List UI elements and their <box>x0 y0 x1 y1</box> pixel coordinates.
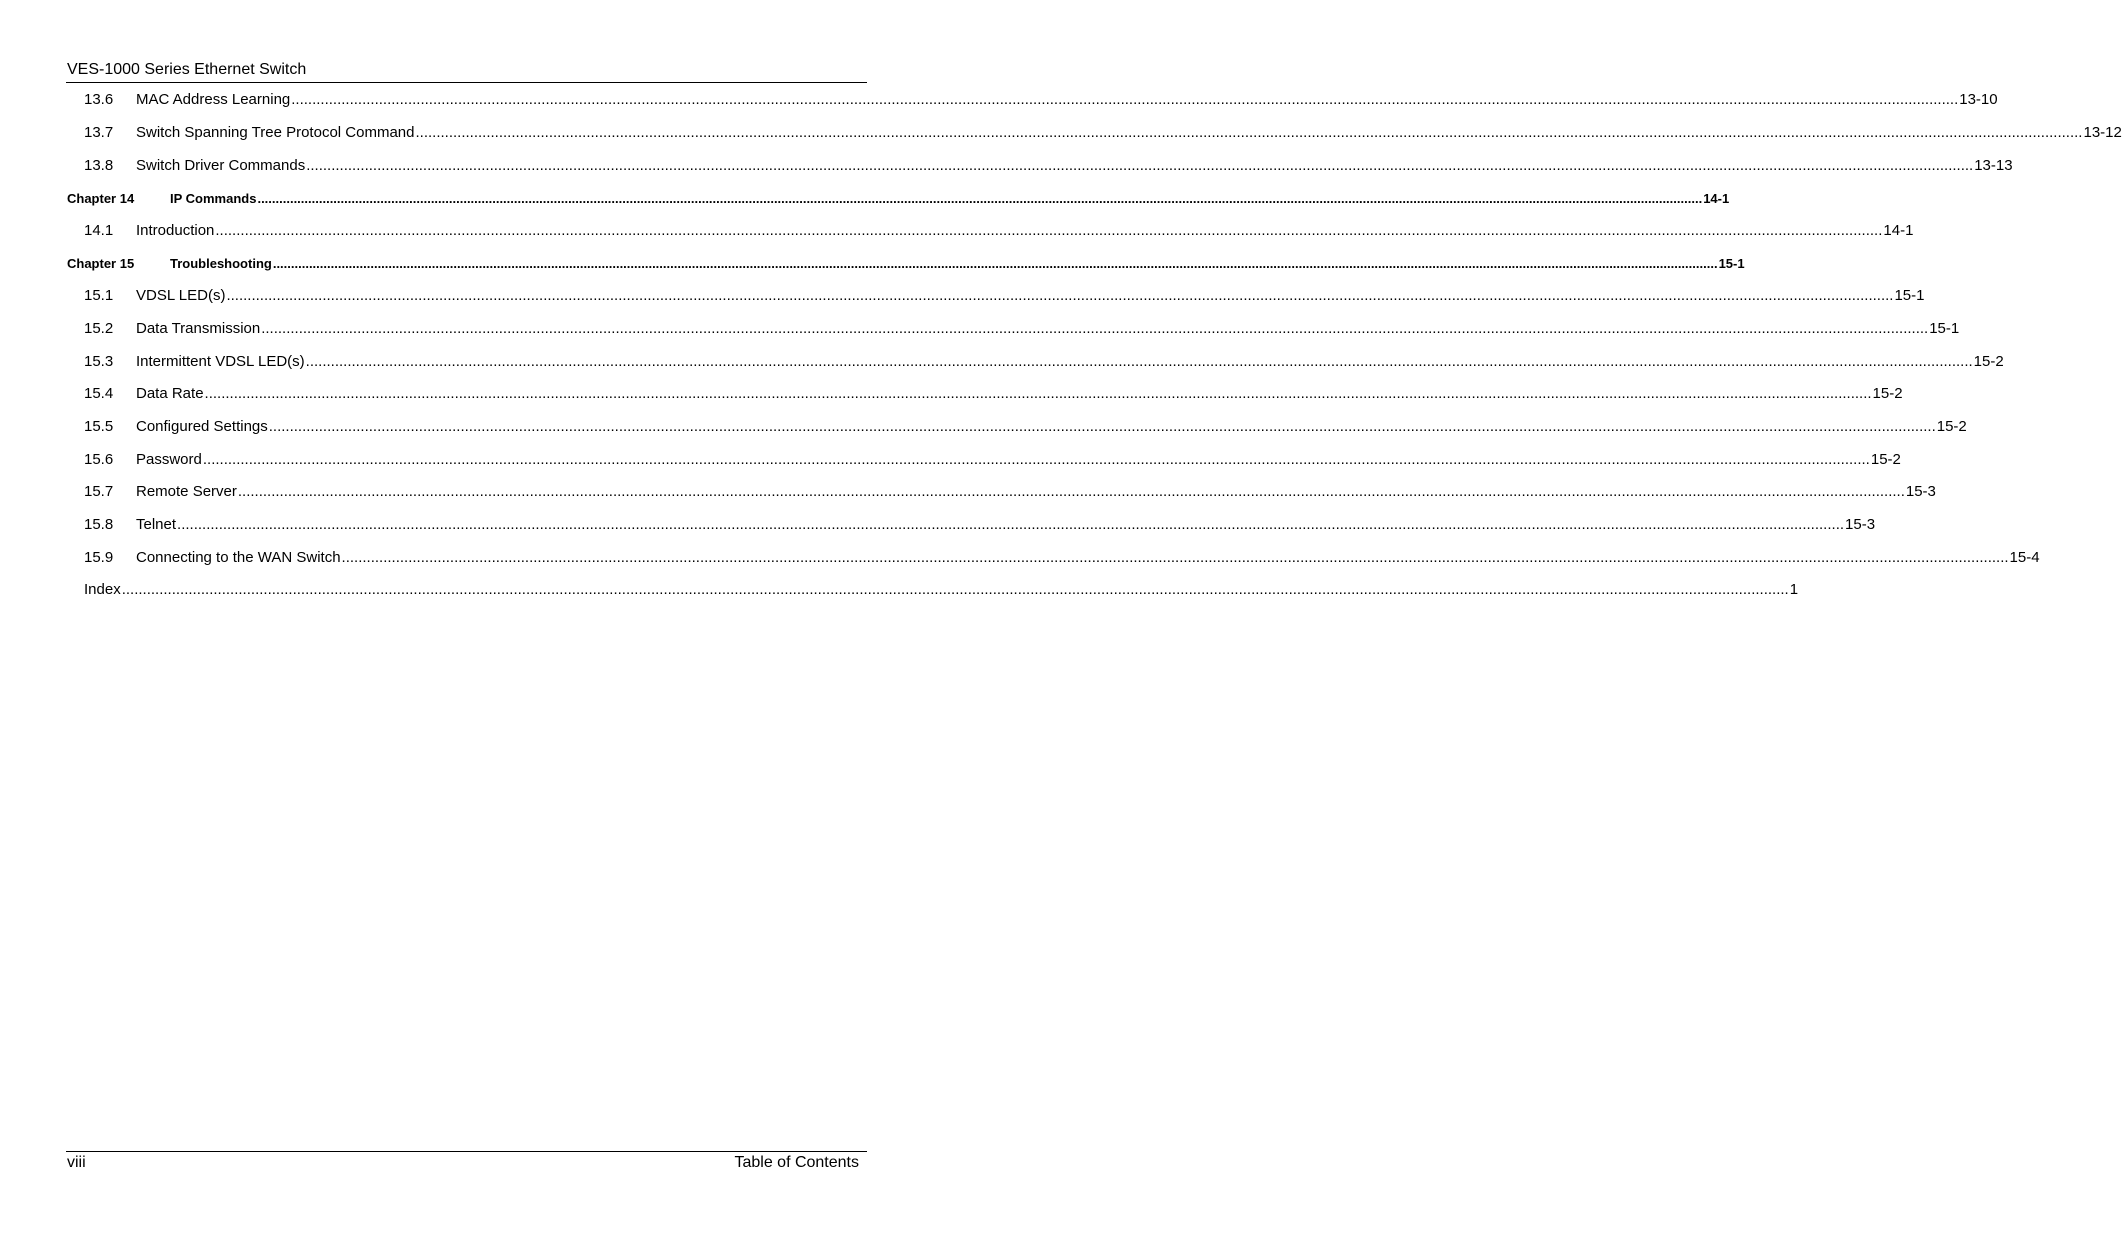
toc-dot-leader: ................................................................................................................................................................................................................................................................................................................................................................................................................ <box>237 483 1905 500</box>
toc-index-entry[interactable] <box>0 580 1799 600</box>
toc-dot-leader: ................................................................................................................................................................................................................................................................................................................................................................................................................ <box>305 353 1973 370</box>
toc-entry[interactable] <box>0 221 1914 241</box>
footer-section-title: Table of Contents <box>734 1154 859 1171</box>
toc-entry-page: 15-2 <box>1973 353 2004 370</box>
toc-entry-title: Switch Spanning Tree Protocol Command <box>136 124 415 141</box>
page-header-title: VES-1000 Series Ethernet Switch <box>67 61 307 78</box>
toc-entry-number: 13.7 <box>84 124 114 141</box>
toc-entry-number: 15.1 <box>84 287 114 304</box>
toc-entry-number: 15.3 <box>84 353 114 370</box>
toc-entry[interactable] <box>0 123 2122 143</box>
toc-entry[interactable] <box>0 286 1925 306</box>
toc-dot-leader: ................................................................................................................................................................................................................................................................................................................................................................................................................ <box>415 124 2083 141</box>
toc-entry-title: Introduction <box>136 222 215 239</box>
toc-entry[interactable] <box>0 450 1901 470</box>
toc-entry-page: 15-4 <box>2009 549 2040 566</box>
toc-entry-title: Switch Driver Commands <box>136 157 306 174</box>
toc-entry-title: Remote Server <box>136 483 237 500</box>
toc-dot-leader: ................................................................................................................................................................................................................................................................................................................................................................................................................ <box>341 549 2009 566</box>
toc-entry[interactable] <box>0 384 1903 404</box>
toc-entry-title: Data Rate <box>136 385 204 402</box>
toc-entry-page: 15-2 <box>1870 451 1901 468</box>
toc-entry-number: 15.4 <box>84 385 114 402</box>
toc-entry-page: 15-1 <box>1718 256 1745 271</box>
toc-entry-page: 13-10 <box>1959 91 1998 108</box>
toc-entry[interactable] <box>0 319 1960 339</box>
toc-dot-leader: ................................................................................................................................................................................................................................................................................................................................................................................................................ <box>215 222 1883 239</box>
toc-entry[interactable] <box>0 156 2013 176</box>
toc-entry-title: VDSL LED(s) <box>136 287 226 304</box>
toc-entry-page: 15-3 <box>1845 516 1876 533</box>
toc-chapter-title: IP Commands <box>170 191 257 206</box>
toc-entry-number: 15.8 <box>84 516 114 533</box>
toc-dot-leader: ................................................................................................................................................................................................................................................................................................................................................................................................................ <box>306 157 1974 174</box>
toc-chapter-number: Chapter 15 <box>67 256 135 271</box>
toc-dot-leader: ................................................................................................................................................................................................................................................................................................................................................................................................................ <box>226 287 1894 304</box>
toc-entry-number: 15.5 <box>84 418 114 435</box>
toc-chapter-entry[interactable] <box>0 254 1745 274</box>
toc-entry-number: 13.6 <box>84 91 114 108</box>
toc-entry-number: 15.9 <box>84 549 114 566</box>
toc-entry-title: Index <box>84 581 121 598</box>
footer-divider <box>66 1151 867 1152</box>
toc-entry-page: 15-2 <box>1936 418 1967 435</box>
toc-dot-leader: ................................................................................................................................................................................................................................................................................................................................................................................................................ <box>177 516 1845 533</box>
toc-entry-number: 14.1 <box>84 222 114 239</box>
toc-entry[interactable] <box>0 352 2004 372</box>
toc-dot-leader: ................................................................................................................................................................................................................................................................................................................................................................................................................ <box>291 91 1959 108</box>
toc-entry[interactable] <box>0 482 1936 502</box>
toc-chapter-entry[interactable] <box>0 189 1730 209</box>
toc-dot-leader: ................................................................................................................................................................................................................................................................................................................................................................................................................ <box>204 385 1872 402</box>
toc-dot-leader: ................................................................................................................................................................................................................................................................................................................................................................................................................ <box>261 320 1929 337</box>
toc-entry-page: 1 <box>1789 581 1799 598</box>
toc-dot-leader: ................................................................................................................................................................................................................................................................................................................................................................................................................ <box>268 418 1936 435</box>
toc-entry-title: Intermittent VDSL LED(s) <box>136 353 305 370</box>
toc-entry-number: 15.2 <box>84 320 114 337</box>
toc-dot-leader: ................................................................................................................................................................................................................................................................................................................................................................................................................ <box>257 191 1703 206</box>
toc-entry-page: 13-13 <box>1974 157 2013 174</box>
toc-entry-page: 14-1 <box>1703 191 1730 206</box>
toc-dot-leader: ................................................................................................................................................................................................................................................................................................................................................................................................................ <box>121 581 1789 598</box>
toc-entry-number: 15.7 <box>84 483 114 500</box>
toc-entry[interactable] <box>0 417 1967 437</box>
toc-dot-leader: ................................................................................................................................................................................................................................................................................................................................................................................................................ <box>272 256 1718 271</box>
toc-entry[interactable] <box>0 515 1876 535</box>
toc-entry-page: 14-1 <box>1883 222 1914 239</box>
toc-entry-title: Connecting to the WAN Switch <box>136 549 341 566</box>
toc-dot-leader: ................................................................................................................................................................................................................................................................................................................................................................................................................ <box>202 451 1870 468</box>
toc-entry-number: 15.6 <box>84 451 114 468</box>
toc-entry[interactable] <box>0 90 1998 110</box>
toc-entry-title: MAC Address Learning <box>136 91 291 108</box>
toc-entry-page: 15-2 <box>1872 385 1903 402</box>
toc-entry-title: Data Transmission <box>136 320 261 337</box>
header-divider <box>66 82 867 83</box>
toc-entry-title: Configured Settings <box>136 418 268 435</box>
footer-page-number: viii <box>67 1154 86 1171</box>
toc-entry[interactable] <box>0 548 2040 568</box>
toc-entry-page: 15-3 <box>1905 483 1936 500</box>
toc-chapter-title: Troubleshooting <box>170 256 272 271</box>
toc-chapter-number: Chapter 14 <box>67 191 135 206</box>
toc-entry-page: 13-12 <box>2083 124 2122 141</box>
toc-entry-title: Telnet <box>136 516 177 533</box>
toc-entry-number: 13.8 <box>84 157 114 174</box>
toc-entry-title: Password <box>136 451 202 468</box>
toc-entry-page: 15-1 <box>1894 287 1925 304</box>
toc-entry-page: 15-1 <box>1929 320 1960 337</box>
